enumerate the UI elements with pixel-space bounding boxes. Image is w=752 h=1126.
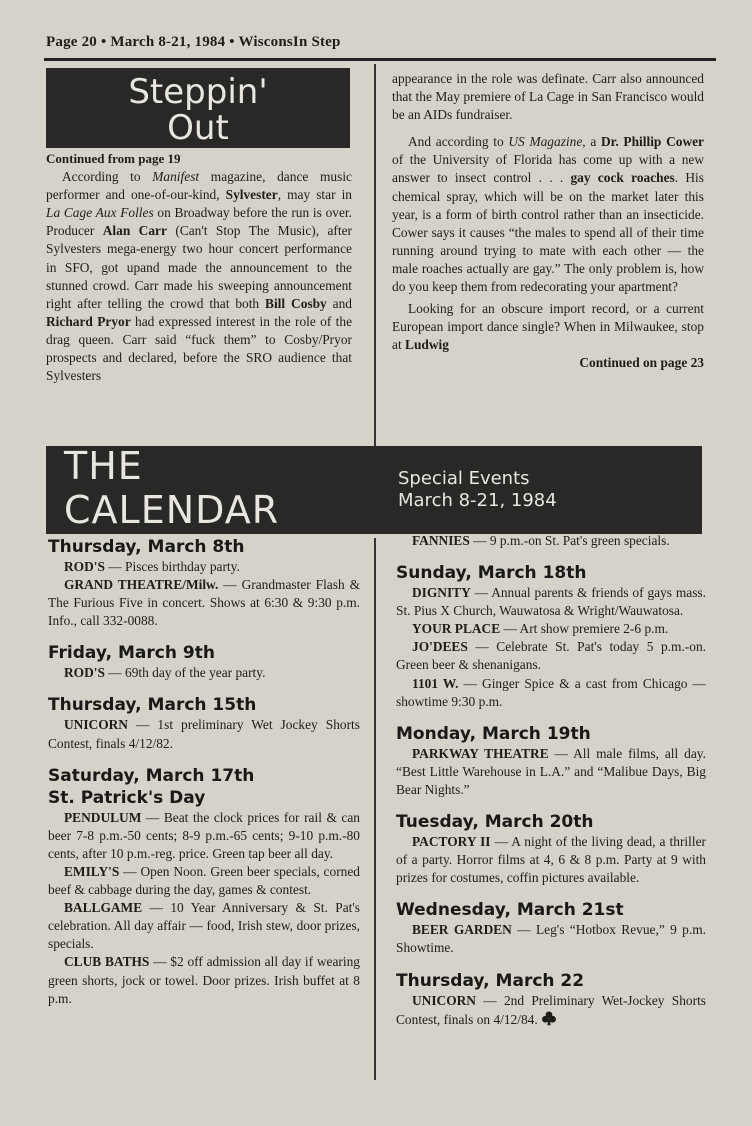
calendar-day-heading: Wednesday, March 21st: [396, 900, 624, 921]
calendar-event: [396, 675, 706, 711]
event-venue: YOUR PLACE: [412, 621, 501, 637]
event-description: — A night of the living dead, a thriller of a party. Horror films at 4, 6 & 8 p.m. Party at 9 with prizes for costumes, coffin pictures available.: [396, 834, 706, 886]
calendar-event: [396, 921, 706, 957]
club-suit-icon: [541, 1010, 557, 1026]
event-venue: FANNIES: [412, 533, 470, 548]
calendar-day-heading: Thursday, March 22: [396, 970, 585, 991]
event-venue: GRAND THEATRE/Milw.: [64, 577, 219, 593]
event-venue: BEER GARDEN: [412, 922, 512, 938]
article-left-column: [46, 150, 352, 385]
event-venue: DIGNITY: [412, 585, 471, 601]
event-venue: PARKWAY THEATRE: [412, 745, 549, 761]
event-description: — 1st preliminary Wet Jockey Shorts Contest, finals 4/12/82.: [48, 717, 360, 751]
article-paragraph: appearance in the role was definate. Carr also announced that the May premiere of La Cage in San Francisco would be an AIDs fundraiser.: [392, 71, 704, 123]
event-venue: JO'DEES: [412, 639, 468, 655]
event-description: — 69th day of the year party.: [104, 665, 266, 681]
event-description: — Ginger Spice & a cast from Chicago — showtime 9:30 p.m.: [396, 675, 706, 709]
event-venue: UNICORN: [412, 992, 476, 1008]
calendar-subtitle: Special Events: [398, 468, 530, 489]
event-venue: EMILY'S: [64, 863, 120, 879]
calendar-event: [48, 953, 360, 1007]
calendar-right-column: [396, 532, 706, 1029]
steppin-out-logo: [46, 68, 350, 148]
calendar-event: [396, 992, 706, 1029]
event-description: — Annual parents & friends of gays mass. St. Pius X Church, Wauwatosa & Wright/Wauwatosa.: [396, 585, 706, 619]
calendar-day-heading: Thursday, March 15th: [48, 695, 257, 716]
continued-on: Continued on page 23: [579, 355, 704, 371]
calendar-event: [396, 532, 706, 550]
calendar-event: [396, 620, 706, 638]
logo-line-2: Out: [167, 108, 229, 148]
page-header: Page 20 • March 8-21, 1984 • WisconsIn Step: [46, 34, 341, 50]
article-paragraph: Looking for an obscure import record, or a current European import dance single? When in Milwaukee, stop at Ludwig: [392, 301, 704, 353]
event-venue: ROD'S: [64, 559, 105, 574]
calendar-event: [396, 638, 706, 674]
calendar-event: [48, 899, 360, 953]
calendar-day-heading: Tuesday, March 20th: [396, 812, 594, 833]
event-description: — Open Noon. Green beer specials, corned beef & cabbage during the day, games & contest.: [48, 863, 360, 898]
calendar-title: THE: [64, 444, 143, 488]
page-number: Page 20: [46, 34, 97, 50]
calendar-day-subheading: St. Patrick's Day: [48, 787, 206, 808]
event-venue: PACTORY II: [412, 834, 491, 850]
event-venue: CLUB BATHS: [64, 954, 150, 970]
issue-date: March 8-21, 1984: [110, 34, 226, 50]
publication-name: WisconsIn Step: [238, 34, 341, 50]
calendar-event: [396, 584, 706, 620]
event-description: — $2 off admission all day if wearing green shorts, jock or towel. Door prizes. Irish buffet at 8 p.m.: [48, 954, 360, 1006]
calendar-day-heading: Thursday, March 8th: [48, 537, 245, 557]
event-venue: 1101 W.: [412, 675, 459, 691]
calendar-event: [48, 558, 360, 576]
calendar-event: [48, 863, 360, 899]
event-description: — Beat the clock prices for rail & can beer 7-8 p.m.-50 cents; 8-9 p.m.-65 cents; 9-10 p.m.-80 cents, after 10 p.m.-reg. price. Green tap beer all day.: [48, 809, 360, 861]
article-right-column: [392, 70, 704, 373]
logo-line-1: Steppin': [128, 72, 268, 112]
event-venue: PENDULUM: [64, 809, 142, 825]
event-description: — All male films, all day. “Best Little Warehouse in L.A.” and “Malibue Days, Big Bear Nights.”: [396, 745, 706, 797]
calendar-event: [48, 576, 360, 630]
calendar-day-heading: Sunday, March 18th: [396, 563, 587, 584]
header-rule: [44, 58, 716, 61]
article-paragraph: And according to US Magazine, a Dr. Phillip Cower of the University of Florida has come up with a new answer to insect control . . . gay cock roaches. His chemical spray, which will be on the market later this year, is a form of birth control rather than an insecticide. Cower says it causes “the males to spend all of their time running around trying to mate with each other — the male roaches actually are gay.” The only problem is, how do you keep them from redecorating your apartment?: [392, 134, 705, 295]
calendar-event: [396, 745, 706, 799]
calendar-event: [48, 716, 360, 752]
calendar-day-heading: Monday, March 19th: [396, 723, 591, 744]
event-venue: UNICORN: [64, 717, 128, 733]
event-description: — 9 p.m.-on St. Pat's green specials.: [469, 533, 670, 548]
event-description: — Pisces birthday party.: [104, 559, 240, 574]
event-description: — Celebrate St. Pat's today 5 p.m.-on. Green beer & shenanigans.: [396, 639, 706, 673]
calendar-event: [48, 809, 360, 863]
event-venue: BALLGAME: [64, 900, 143, 916]
column-divider: [374, 64, 376, 446]
calendar-day-heading: Friday, March 9th: [48, 643, 215, 664]
calendar-title: CALENDAR: [64, 488, 280, 532]
calendar-dates: March 8-21, 1984: [398, 490, 557, 511]
event-description: — 2nd Preliminary Wet-Jockey Shorts Contest, finals on 4/12/84.: [396, 992, 706, 1027]
event-description: — 10 Year Anniversary & St. Pat's celebration. All day affair — food, Irish stew, door prizes, specials.: [48, 900, 360, 952]
event-venue: ROD'S: [64, 665, 105, 681]
calendar-event: [48, 664, 360, 682]
event-description: — Grandmaster Flash & The Furious Five in concert. Shows at 6:30 & 9:30 p.m. Info., call 332-0088.: [48, 577, 360, 629]
calendar-event: [396, 833, 706, 887]
article-paragraph: According to Manifest magazine, dance music performer and one-of-our-kind, Sylvester, may star in La Cage Aux Folles on Broadway before the run is over. Producer Alan Carr (Can't Stop The Music), after Sylvesters mega-energy two hour concert performance in SFO, got upand made the announcement to the stunned crowd. Carr made his sweeping announcement right after telling the crowd that both Bill Cosby and Richard Pryor had expressed interest in the role of the drag queen. Carr said “fuck them” to Cosby/Pryor prospects and declared, before the SRO audience that Sylvesters: [46, 169, 353, 384]
event-description: — Leg's “Hotbox Revue,” 9 p.m. Showtime.: [396, 922, 706, 956]
calendar-left-column: [48, 536, 360, 1008]
column-divider: [374, 538, 376, 1080]
event-description: — Art show premiere 2-6 p.m.: [500, 621, 669, 637]
continued-from: Continued from page 19: [46, 151, 181, 166]
calendar-banner: [46, 446, 702, 534]
calendar-day-heading: Saturday, March 17th: [48, 765, 255, 786]
